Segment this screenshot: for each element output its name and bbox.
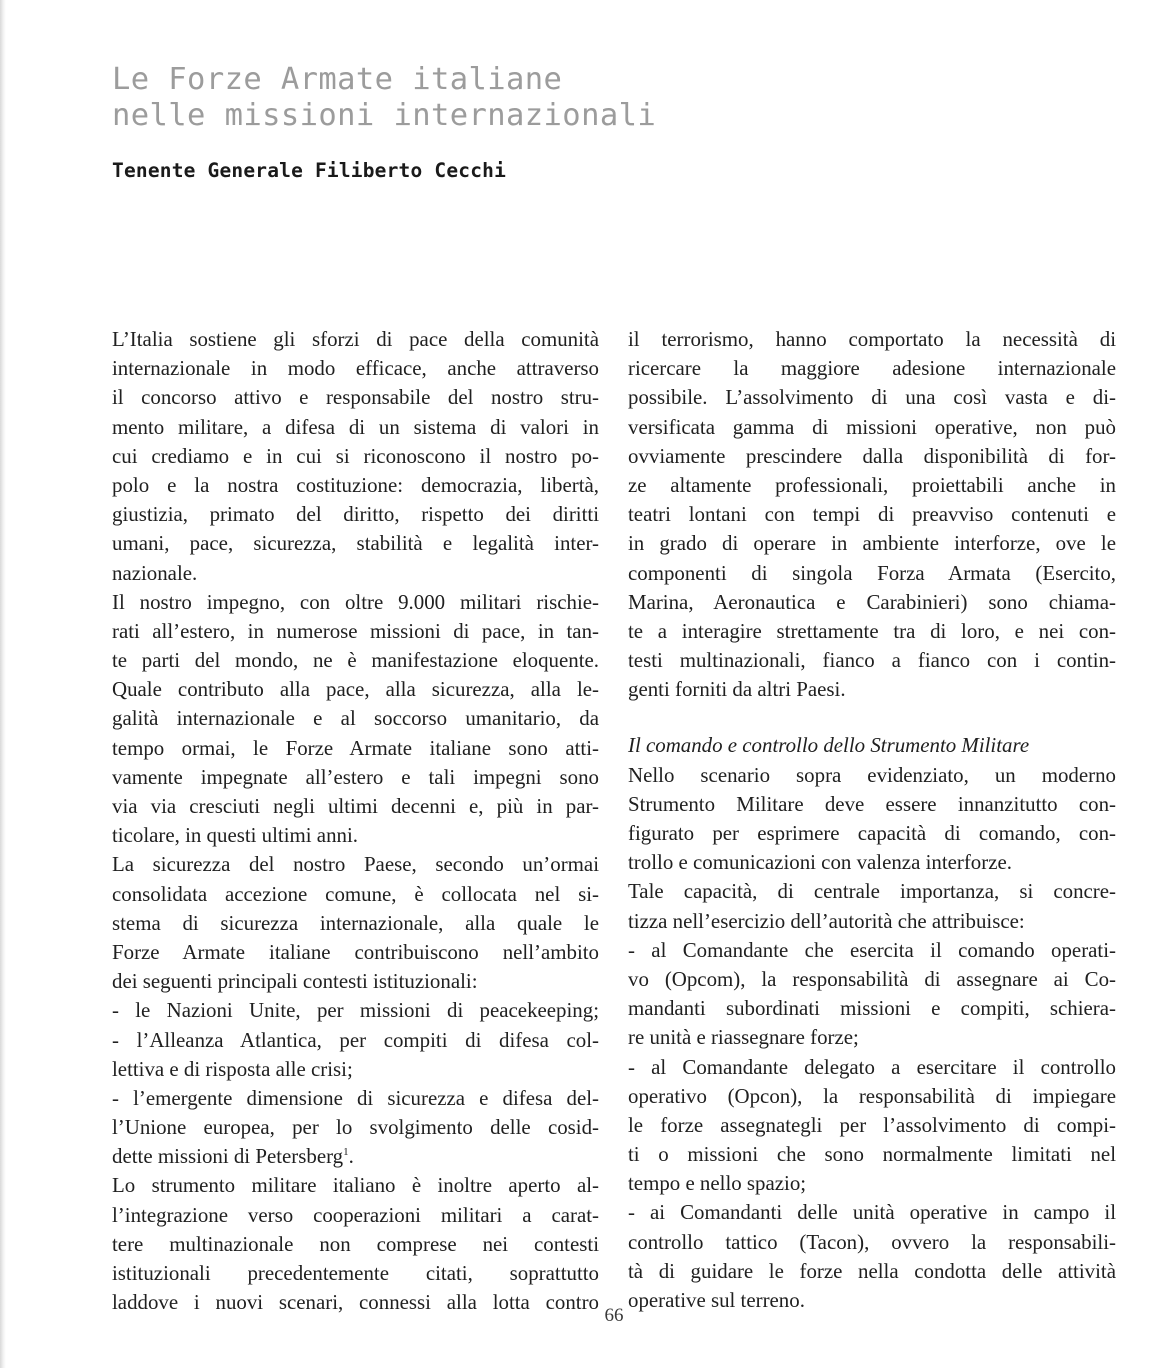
text-line: il terrorismo, hanno comportato la necessità di [628, 327, 1116, 351]
text-line: possibile. L’assolvimento di una così vasta e di- [628, 385, 1116, 410]
paragraph-gap [628, 704, 1116, 731]
text-line: ze altamente professionali, proiettabili anche in [628, 472, 1116, 497]
text-line: figurato per esprimere capacità di comando, con- [628, 821, 1116, 845]
text-line: mento militare, a difesa di un sistema di valori in [112, 414, 599, 439]
list-item-continuation: le forze assegnategli per l’assolvimento di compi- [628, 1112, 1116, 1137]
text-line: umani, pace, sicurezza, stabilità e legalità inter- [112, 531, 599, 556]
list-item: - al Comandante delegato a esercitare il controllo [628, 1054, 1116, 1079]
article-title-line-2: nelle missioni internazionali [112, 98, 657, 133]
text-line: vamente impegnate all’estero e tali impegni sono [112, 764, 599, 789]
text-line: te a interagire strettamente tra di loro, e nei con- [628, 618, 1116, 643]
text-line: l’integrazione verso cooperazioni militari a carat- [112, 1202, 599, 1227]
text-line: versificata gamma di missioni operative, non può [628, 414, 1116, 439]
list-item-continuation: controllo tattico (Tacon), ovvero la responsabili- [628, 1229, 1116, 1254]
text-line: galità internazionale e al soccorso umanitario, da [112, 706, 599, 731]
section-heading: Il comando e controllo dello Strumento Militare [628, 733, 1030, 758]
list-item-continuation: operative sul terreno. [628, 1288, 805, 1312]
page-edge-shadow [0, 0, 6, 1368]
text-line: via via cresciuti negli ultimi decenni e, più in par- [112, 794, 599, 818]
list-item: - l’Alleanza Atlantica, per compiti di difesa col- [112, 1027, 599, 1052]
text-line: teatri lontani con tempi di preavviso contenuti e [628, 502, 1116, 527]
list-item-continuation: re unità e riassegnare forze; [628, 1025, 859, 1050]
text-line: Strumento Militare deve essere innanzitutto con- [628, 791, 1116, 816]
text-line: ricercare la maggiore adesione internazionale [628, 356, 1116, 381]
text-line: polo e la nostra costituzione: democrazia, libertà, [112, 472, 599, 497]
text-line: internazionale in modo efficace, anche attraverso [112, 356, 599, 381]
text-line: laddove i nuovi scenari, connessi alla lotta contro [112, 1290, 599, 1315]
list-item: - ai Comandanti delle unità operative in campo il [628, 1200, 1116, 1225]
footnote-marker: 1 [343, 1146, 349, 1159]
list-item: - l’emergente dimensione di sicurezza e difesa del- [112, 1085, 599, 1110]
list-item-continuation: tà di guidare le forze nella condotta delle attività [628, 1258, 1116, 1283]
text-line: il concorso attivo e responsabile del nostro stru- [112, 385, 599, 410]
text-line: istituzionali precedentemente citati, soprattutto [112, 1261, 599, 1285]
list-item-continuation: l’Unione europea, per lo svolgimento delle cosid- [112, 1115, 599, 1140]
text-line: trollo e comunicazioni con valenza interforze. [628, 850, 1012, 875]
list-item: - le Nazioni Unite, per missioni di peacekeeping; [112, 998, 599, 1023]
text-line: tempo ormai, le Forze Armate italiane sono atti- [112, 735, 599, 760]
text-line: giustizia, primato del diritto, rispetto dei diritti [112, 502, 599, 527]
text-line: Lo strumento militare italiano è inoltre aperto al- [112, 1173, 599, 1198]
text-line: L’Italia sostiene gli sforzi di pace della comunità [112, 327, 599, 351]
list-item-continuation: lettiva e di risposta alle crisi; [112, 1056, 353, 1081]
text-line: componenti di singola Forza Armata (Esercito, [628, 560, 1116, 585]
text-line: stema di sicurezza internazionale, alla quale le [112, 910, 599, 935]
list-item-continuation: tempo e nello spazio; [628, 1171, 807, 1196]
text-line: Quale contributo alla pace, alla sicurezza, alla le- [112, 677, 599, 702]
text-line: cui crediamo e in cui si riconoscono il nostro po- [112, 443, 599, 468]
text-fragment: . [348, 1144, 354, 1169]
text-line: Il nostro impegno, con oltre 9.000 militari rischie- [112, 589, 599, 614]
left-text-column [112, 325, 599, 1317]
text-line: Nello scenario sopra evidenziato, un moderno [628, 762, 1116, 787]
text-line: nazionale. [112, 560, 198, 585]
text-line: ticolare, in questi ultimi anni. [112, 823, 358, 848]
right-text-column [628, 325, 1116, 1315]
text-line: testi multinazionali, fianco a fianco con i contin- [628, 648, 1116, 673]
list-item-continuation [112, 1142, 599, 1171]
text-line: Tale capacità, di centrale importanza, si concre- [628, 879, 1116, 904]
article-title-line-1: Le Forze Armate italiane [112, 62, 563, 97]
list-item-continuation: vo (Opcom), la responsabilità di assegnare ai Co- [628, 966, 1116, 991]
article-author: Tenente Generale Filiberto Cecchi [112, 159, 507, 182]
article-title [112, 62, 656, 134]
list-item: - al Comandante che esercita il comando operati- [628, 937, 1116, 962]
page-number: 66 [604, 1305, 624, 1326]
text-fragment: dette missioni di Petersberg [112, 1144, 344, 1169]
list-item-continuation: mandanti subordinati missioni e compiti, schiera- [628, 996, 1116, 1021]
text-line: tizza nell’esercizio dell’autorità che attribuisce: [628, 908, 1025, 933]
text-line: te parti del mondo, ne è manifestazione eloquente. [112, 648, 599, 673]
text-line: consolidata accezione comune, è collocata nel si- [112, 881, 599, 906]
text-line: ovviamente prescindere dalla disponibilità di for- [628, 443, 1116, 468]
text-line: dei seguenti principali contesti istituzionali: [112, 969, 478, 994]
list-item-continuation: operativo (Opcon), la responsabilità di impiegare [628, 1083, 1116, 1108]
text-line: Marina, Aeronautica e Carabinieri) sono chiama- [628, 589, 1116, 614]
text-line: in grado di operare in ambiente interforze, ove le [628, 531, 1116, 556]
text-line: Forze Armate italiane contribuiscono nell’ambito [112, 939, 599, 964]
list-item-continuation: ti o missioni che sono normalmente limitati nel [628, 1142, 1116, 1167]
text-line: genti forniti da altri Paesi. [628, 677, 846, 702]
text-line: rati all’estero, in numerose missioni di pace, in tan- [112, 618, 599, 643]
text-line: La sicurezza del nostro Paese, secondo un’ormai [112, 852, 599, 877]
text-line: tere multinazionale non comprese nei contesti [112, 1231, 599, 1256]
